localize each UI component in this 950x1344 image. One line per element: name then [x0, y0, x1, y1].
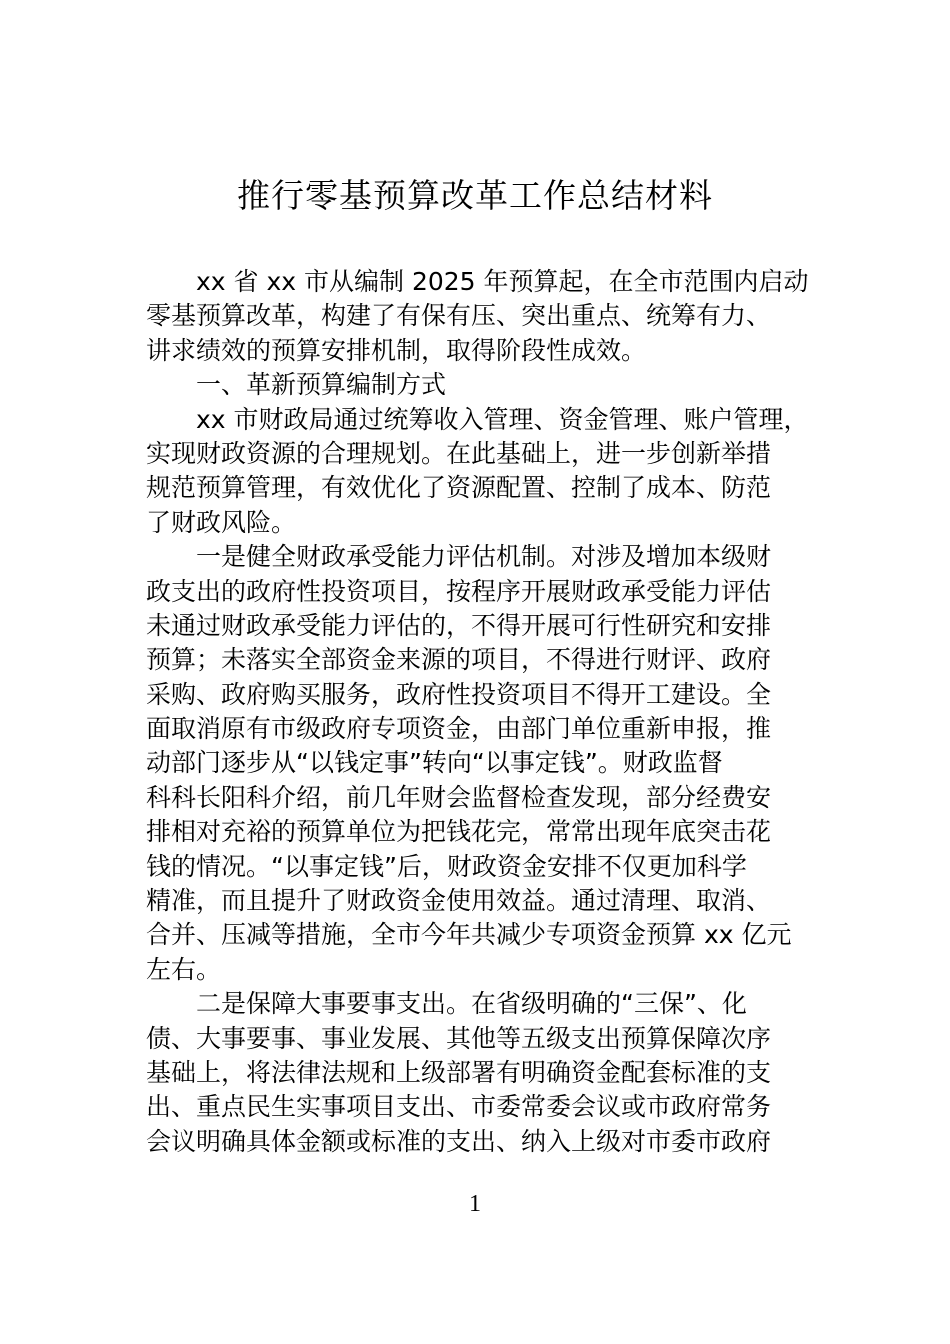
body-line: 二是保障大事要事支出。在省级明确的“三保”、化: [196, 989, 747, 1019]
body-line: 面取消原有市级政府专项资金，由部门单位重新申报，推: [146, 714, 772, 744]
body-line: 精准，而且提升了财政资金使用效益。通过清理、取消、: [146, 886, 772, 916]
body-line: 规范预算管理，有效优化了资源配置、控制了成本、防范: [146, 473, 772, 503]
body-line: xx 市财政局通过统筹收入管理、资金管理、账户管理，: [196, 404, 809, 434]
body-line: 动部门逐步从“以钱定事”转向“以事定钱”。财政监督: [146, 748, 723, 778]
body-line: 钱的情况。“以事定钱”后，财政资金安排不仅更加科学: [146, 851, 747, 881]
body-line: 债、大事要事、事业发展、其他等五级支出预算保障次序: [146, 1023, 772, 1053]
body-line: 了财政风险。: [146, 507, 297, 537]
body-line: 讲求绩效的预算安排机制，取得阶段性成效。: [146, 335, 647, 365]
section-heading: 一、革新预算编制方式: [196, 370, 447, 400]
document-title: 推行零基预算改革工作总结材料: [237, 176, 713, 215]
body-line: 科科长阳科介绍，前几年财会监督检查发现，部分经费安: [146, 782, 772, 812]
body-line: 出、重点民生实事项目支出、市委常委会议或市政府常务: [146, 1092, 772, 1122]
body-line: xx 省 xx 市从编制 2025 年预算起，在全市范围内启动: [196, 267, 809, 296]
body-line: 采购、政府购买服务，政府性投资项目不得开工建设。全: [146, 679, 772, 709]
body-line: 左右。: [146, 954, 222, 984]
page-number: 1: [469, 1191, 481, 1217]
body-line: 基础上，将法律法规和上级部署有明确资金配套标准的支: [146, 1057, 772, 1087]
body-line: 实现财政资源的合理规划。在此基础上，进一步创新举措: [146, 438, 772, 468]
document-body: [146, 265, 846, 1159]
body-line: 合并、压减等措施，全市今年共减少专项资金预算 xx 亿元: [146, 920, 792, 950]
body-line: 预算；未落实全部资金来源的项目，不得进行财评、政府: [146, 645, 772, 675]
body-line: 未通过财政承受能力评估的，不得开展可行性研究和安排: [146, 610, 772, 640]
body-line: 政支出的政府性投资项目，按程序开展财政承受能力评估: [146, 576, 772, 606]
body-line: 会议明确具体金额或标准的支出、纳入上级对市委市政府: [146, 1126, 772, 1156]
body-line: 零基预算改革，构建了有保有压、突出重点、统筹有力、: [146, 301, 772, 331]
body-line: 排相对充裕的预算单位为把钱花完，常常出现年底突击花: [146, 817, 772, 847]
body-line: 一是健全财政承受能力评估机制。对涉及增加本级财: [196, 542, 772, 572]
